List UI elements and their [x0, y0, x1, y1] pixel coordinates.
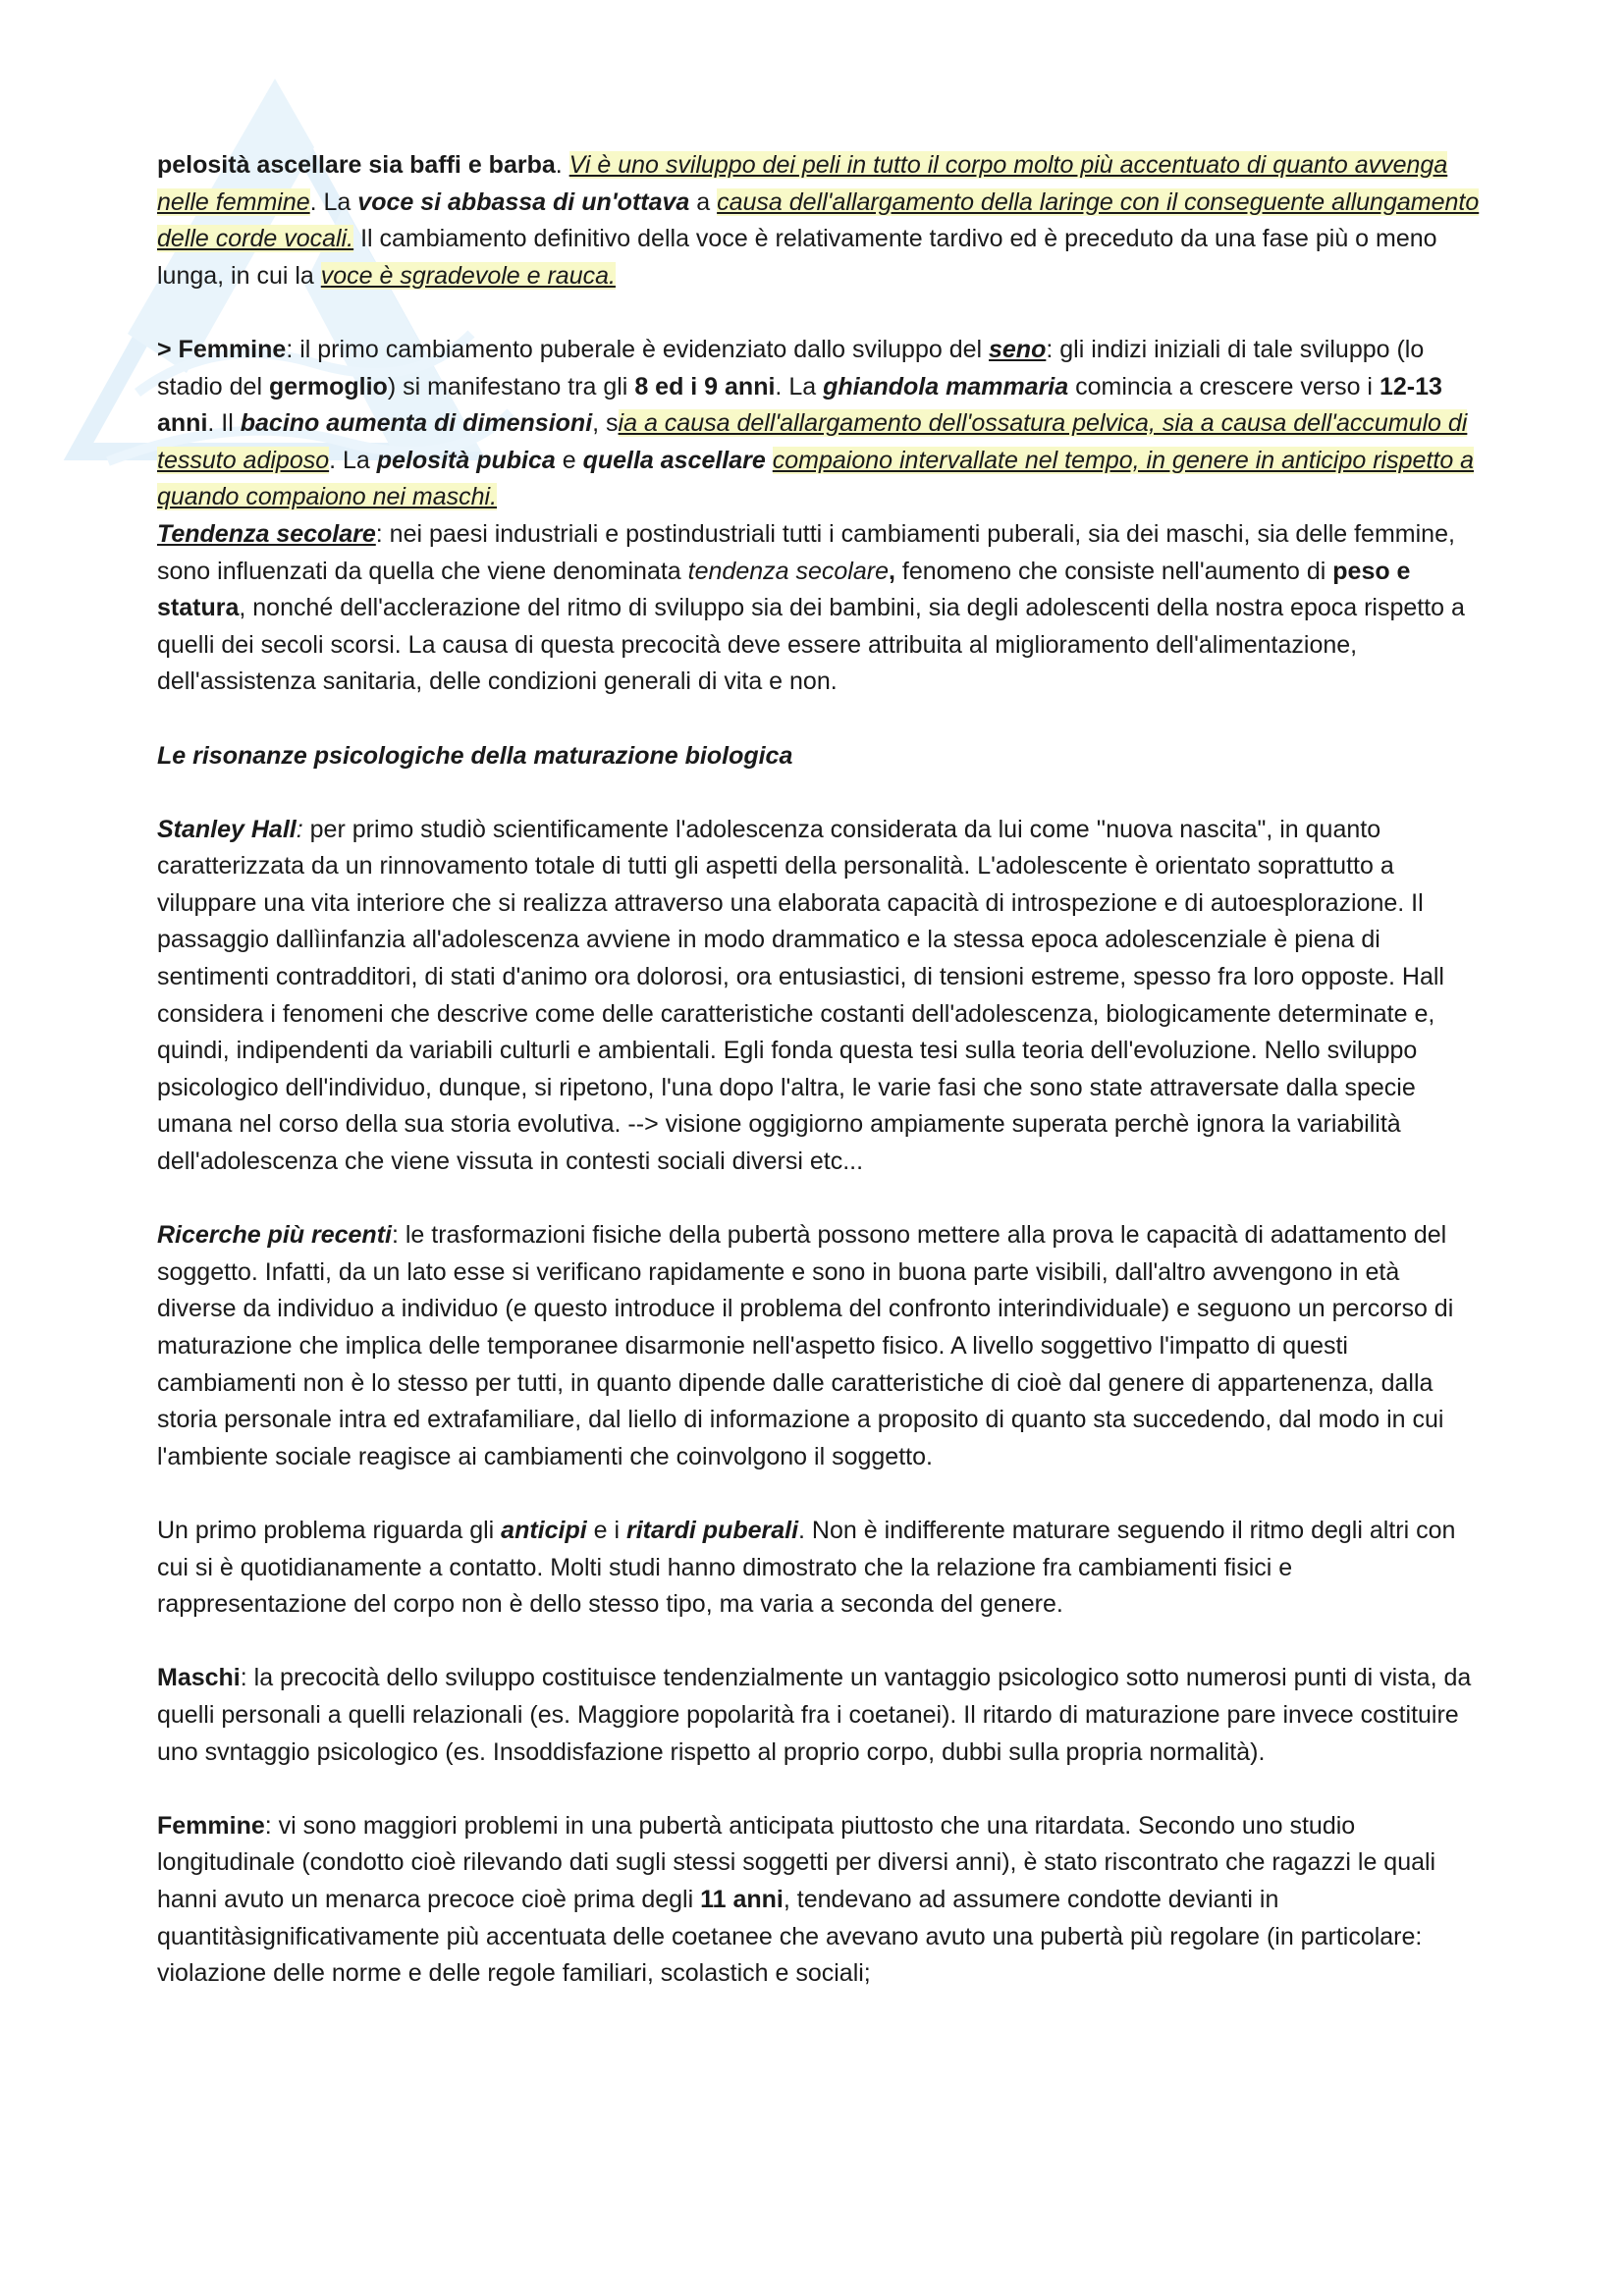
text-bold: > Femmine [157, 335, 287, 363]
text-bold: Femmine [157, 1811, 265, 1840]
text: Il cambiamento definitivo della voce è relativamente tardivo ed è preceduto da una fase più o meno lunga, in cui la [157, 225, 1437, 290]
text: : le trasformazioni fisiche della pubertà possono mettere alla prova le capacità di adattamento del soggetto. Infatti, da un lato esse si verificano rapidamente e sono in buona parte visibili, dall'altro avvengono in età diverse da individuo a individuo (e questo introduce il problema del confronto interindividuale) e seguono un percorso di maturazione che implica delle temporanee disarmonie nell'aspetto fisico. A livello soggettivo l'impatto di questi cambiamenti non è lo stesso per tutti, in quanto dipende dalle caratteristiche di cioè dal genere di appartenenza, dalla storia personale intra ed extrafamiliare, dal liello di informazione a proposito di quanto sta succedendo, dal modo in cui l'ambiente sociale reagisce ai cambiamenti che coinvolgono il soggetto. [157, 1221, 1454, 1470]
text-bold-italic: Stanley Hall [157, 815, 297, 843]
text-highlight: ia a causa dell'allargamento dell'ossatura pelvica, sia a causa dell'accumulo di tessuto adiposo [157, 409, 1468, 474]
text-italic: tendenza secolare [687, 557, 889, 585]
paragraph-tendenza-secolare [157, 516, 1481, 701]
text: : nei paesi industriali e postindustriali tutti i cambiamenti puberali, sia dei maschi, sia delle femmine, sono influenzati da quella che viene denominata [157, 519, 1455, 585]
text: , s [592, 409, 619, 438]
text: per primo studiò scientificamente l'adolescenza considerata da lui come ''nuova nascita", in quanto caratterizzata da un rinnovamento totale di tutti gli aspetti della personalità. L'adolescente è orientato soprattutto a viluppare una vita interiore che si realizza attraverso una elaborata capacità di introspezione e di autoesplorazione. Il passaggio dallìinfanzia all'adolescenza avviene in modo drammatico e la stessa epoca adolescenziale è piena di sentimenti contradditori, di stati d'animo ora dolorosi, ora entusiastici, di tensioni estreme, spesso fra loro opposte. Hall considera i fenomeni che descrive come delle caratteristiche costanti dell'adolescenza, biologicamente determinate e, quindi, indipendenti da variabili culturli e ambientali. Egli fonda questa tesi sulla teoria dell'evoluzione. Nello sviluppo psicologico dell'individuo, dunque, si ripetono, l'una dopo l'altra, le varie fasi che sono state attraversate dalla specie umana nel corso della sua storia evolutiva. --> visione oggigiorno ampiamente superata perchè ignora la variabilità dell'adolescenza che viene vissuta in contesti sociali diversi etc... [157, 815, 1444, 1176]
text: a [689, 187, 718, 216]
text: : la precocità dello sviluppo costituisce tendenzialmente un vantaggio psicologico sotto numerosi punti di vista, da quelli personali a quelli relazionali (es. Maggiore popolarità fra i coetanei). Il ritardo di maturazione pare invece costituire uno svntaggio psicologico (es. Insoddisfazione rispetto al proprio corpo, dubbi sulla propria normalità). [157, 1664, 1472, 1766]
text-bold-italic: ghiandola mammaria [823, 372, 1069, 400]
text-bold: 8 ed i 9 anni [634, 372, 776, 400]
text-bold-underline: seno [989, 335, 1047, 363]
text-bold-italic: ritardi puberali [625, 1516, 799, 1544]
paragraph-stanley-hall [157, 812, 1481, 1181]
text-bold: Maschi [157, 1664, 241, 1692]
text: , nonché dell'acclerazione del ritmo di sviluppo sia dei bambini, sia degli adolescenti della nostra epoca rispetto a quelli dei secoli scorsi. La causa di questa precocità deve essere attribuita al miglioramento dell'alimentazione, dell'assistenza sanitaria, delle condizioni generali di vita e non. [157, 594, 1465, 696]
text-bold-italic: anticipi [501, 1516, 587, 1544]
text-italic: : [296, 815, 303, 843]
text-bold: 11 anni [700, 1885, 784, 1913]
document-body [157, 147, 1481, 1993]
paragraph-femmine-puberta [157, 332, 1481, 516]
text: . Non è indifferente maturare seguendo il ritmo degli altri con cui si è quotidianamente a contatto. Molti studi hanno dimostrato che la relazione fra cambiamenti fisici e rappresentazione del corpo non è dello stesso tipo, ma varia a seconda del genere. [157, 1516, 1456, 1619]
text: Un primo problema riguarda gli [157, 1516, 502, 1544]
text-bold: , [888, 557, 895, 585]
text: . La [309, 187, 358, 216]
text: . La [329, 446, 377, 474]
text-bold-italic: voce si abbassa di un'ottava [357, 187, 690, 216]
paragraph-femmine [157, 1808, 1481, 1993]
text-bold: peso e statura [157, 557, 1411, 622]
text-bold-italic: quella ascellare [582, 446, 766, 474]
text-highlight: causa dell'allargamento della laringe con il conseguente allungamento delle corde vocali. [157, 187, 1480, 253]
paragraph-maschi [157, 1660, 1481, 1771]
text [766, 447, 773, 474]
text-highlight: voce è sgradevole e rauca. [320, 261, 616, 290]
text: . La [775, 372, 824, 400]
text: fenomeno che consiste nell'aumento di [894, 557, 1333, 585]
text-bold-italic: Ricerche più recenti [157, 1221, 392, 1250]
text: , tendevano ad assumere condotte devianti in quantitàsignificativamente più accentuata delle coetanee che avevano avuto una pubertà più regolare (in particolare: violazione delle norme e delle regole familiari, scolastich e sociali; [157, 1885, 1423, 1988]
text-highlight: compaiono intervallate nel tempo, in genere in anticipo rispetto a quando compaiono nei maschi. [157, 446, 1475, 511]
text: : il primo cambiamento puberale è evidenziato dallo sviluppo del [286, 335, 989, 363]
paragraph-ricerche-recenti [157, 1217, 1481, 1475]
text-bold: 12-13 anni [157, 372, 1442, 438]
text-bold: germoglio [268, 372, 388, 400]
text-bold-italic: bacino aumenta di dimensioni [240, 409, 593, 438]
text: : gli indizi iniziali di tale sviluppo (lo stadio del [157, 335, 1425, 400]
text: . [555, 151, 569, 179]
text-highlight: Vi è uno sviluppo dei peli in tutto il corpo molto più accentuato di quanto avvenga nelle femmine [157, 151, 1448, 216]
text-bold-italic: pelosità pubica [376, 446, 556, 474]
paragraph-anticipi-ritardi [157, 1513, 1481, 1624]
text: e i [586, 1516, 626, 1544]
paragraph-voice [157, 147, 1481, 294]
section-heading: Le risonanze psicologiche della maturazione biologica [157, 741, 793, 770]
text: . Il [207, 409, 241, 438]
text: ) si manifestano tra gli [387, 372, 635, 400]
text: : vi sono maggiori problemi in una pubertà anticipata piuttosto che una ritardata. Secondo uno studio longitudinale (condotto cioè rilevando dati sugli stessi soggetti per diversi anni), è stato riscontrato che ragazzi le quali hanni avuto un menarca precoce cioè prima degli [157, 1811, 1436, 1913]
text-bold-underline: Tendenza secolare [157, 519, 376, 548]
text: e [555, 446, 583, 474]
text: comincia a crescere verso i [1068, 372, 1380, 400]
text-bold: pelosità ascellare sia baffi e barba [157, 151, 556, 179]
